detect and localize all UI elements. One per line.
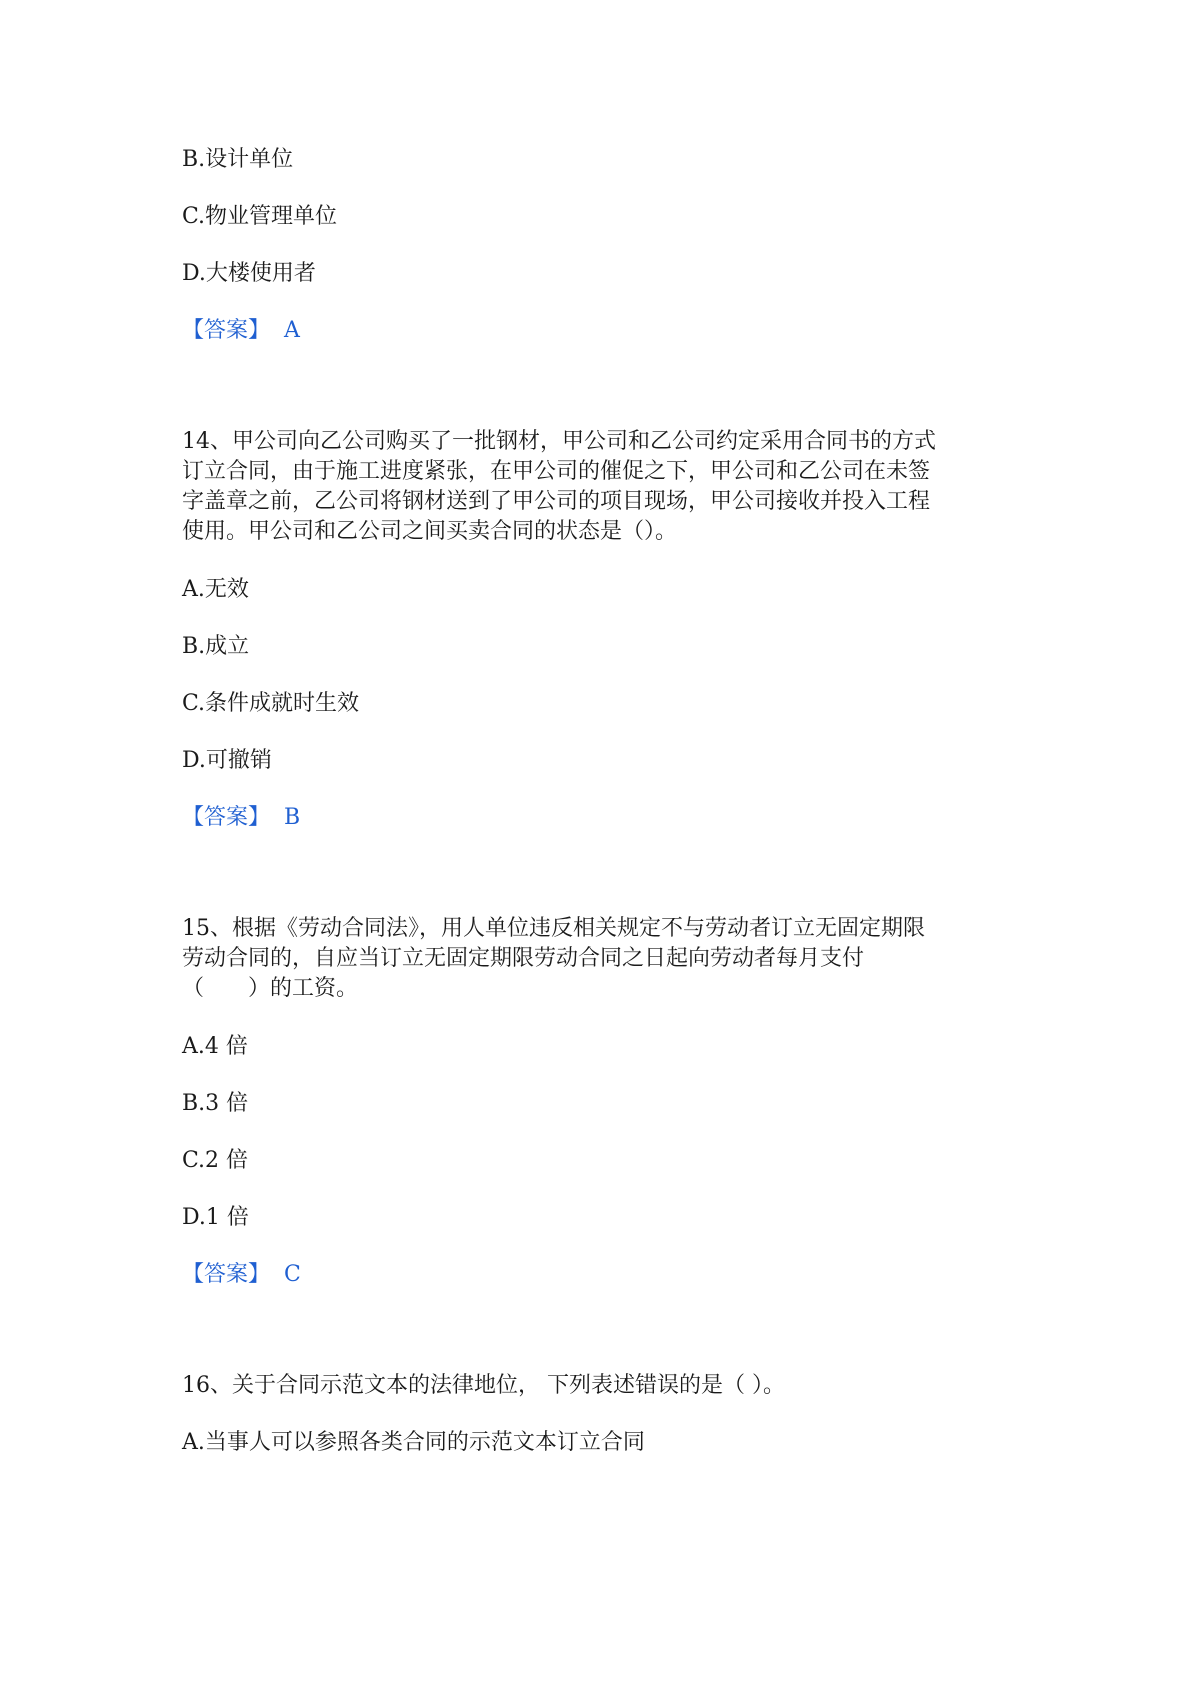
question-stem-line: （ ）的工资。	[182, 976, 359, 1001]
option-text: B.3 倍	[182, 1091, 249, 1116]
question-stem-line: 订立合同，由于施工进度紧张，在甲公司的催促之下，甲公司和乙公司在未签	[182, 459, 931, 484]
question-stem-line: 字盖章之前，乙公司将钢材送到了甲公司的项目现场，甲公司接收并投入工程	[182, 489, 931, 514]
answer-value: C	[284, 1262, 301, 1287]
option-text: D.1 倍	[182, 1205, 249, 1230]
answer-line	[182, 803, 300, 833]
option-text: B.成立	[182, 634, 250, 659]
question-stem-line: 劳动合同的，自应当订立无固定期限劳动合同之日起向劳动者每月支付	[182, 946, 865, 971]
answer-value: B	[284, 805, 301, 830]
option-text: A.当事人可以参照各类合同的示范文本订立合同	[182, 1430, 645, 1455]
answer-line	[182, 316, 300, 346]
question-stem-line: 使用。甲公司和乙公司之间买卖合同的状态是（）。	[182, 519, 678, 544]
answer-label: 【答案】	[182, 805, 271, 830]
question-stem-line: 15、根据《劳动合同法》，用人单位违反相关规定不与劳动者订立无固定期限	[182, 916, 925, 941]
option-text: C.物业管理单位	[182, 204, 338, 229]
option-text: C.2 倍	[182, 1148, 249, 1173]
option-text: A.4 倍	[182, 1034, 248, 1059]
question-stem-line: 14、甲公司向乙公司购买了一批钢材，甲公司和乙公司约定采用合同书的方式	[182, 429, 936, 454]
answer-value: A	[284, 318, 300, 343]
answer-label: 【答案】	[182, 1262, 271, 1287]
option-text: D.大楼使用者	[182, 261, 316, 286]
question-stem-line: 16、关于合同示范文本的法律地位， 下列表述错误的是（ ）。	[182, 1373, 785, 1398]
answer-line	[182, 1260, 301, 1290]
option-text: D.可撤销	[182, 748, 272, 773]
option-text: A.无效	[182, 577, 249, 602]
answer-label: 【答案】	[182, 318, 271, 343]
option-text: B.设计单位	[182, 147, 294, 172]
option-text: C.条件成就时生效	[182, 691, 360, 716]
